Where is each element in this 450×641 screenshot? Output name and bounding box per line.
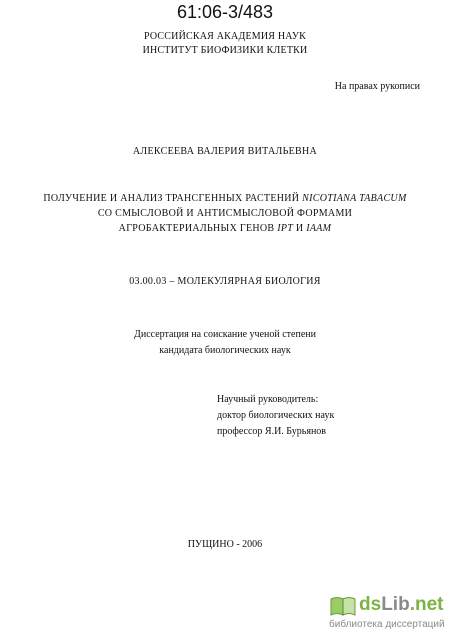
brand-lib: Lib	[381, 594, 410, 615]
title-text: И	[293, 223, 307, 234]
supervisor-name: профессор Я.И. Бурьянов	[217, 426, 327, 437]
degree-line-2: кандидата биологических наук	[159, 345, 291, 356]
book-icon	[329, 595, 357, 617]
brand-ds: ds	[359, 594, 382, 615]
supervisor-degree: доктор биологических наук	[217, 410, 335, 421]
watermark-subtitle: библиотека диссертаций	[329, 619, 445, 630]
thesis-title-line-2: СО СМЫСЛОВОЙ И АНТИСМЫСЛОВОЙ ФОРМАМИ	[97, 208, 353, 219]
watermark	[325, 593, 445, 637]
author-name: АЛЕКСЕЕВА ВАЛЕРИЯ ВИТАЛЬЕВНА	[132, 146, 318, 157]
institute-name: ИНСТИТУТ БИОФИЗИКИ КЛЕТКИ	[142, 45, 308, 56]
archive-stamp: 61:06-3/483	[176, 2, 274, 22]
title-text: АГРОБАКТЕРИАЛЬНЫХ ГЕНОВ	[118, 223, 278, 234]
gene-name-ipt: IPT	[277, 223, 294, 234]
gene-name-iaam: IAAM	[306, 223, 332, 234]
species-name: NICOTIANA TABACUM	[302, 193, 407, 204]
specialty-code: 03.00.03 – МОЛЕКУЛЯРНАЯ БИОЛОГИЯ	[129, 276, 321, 287]
degree-line-1: Диссертация на соискание ученой степени	[134, 329, 316, 340]
thesis-title-line-1	[0, 193, 450, 204]
academy-name: РОССИЙСКАЯ АКАДЕМИЯ НАУК	[144, 31, 306, 42]
watermark-brand	[359, 593, 443, 617]
rights-note: На правах рукописи	[334, 81, 420, 92]
thesis-title-line-3	[0, 223, 450, 234]
brand-net: .net	[409, 594, 444, 615]
supervisor-label: Научный руководитель:	[217, 394, 319, 405]
place-and-year: ПУЩИНО - 2006	[187, 539, 263, 550]
title-text: ПОЛУЧЕНИЕ И АНАЛИЗ ТРАНСГЕННЫХ РАСТЕНИЙ	[43, 193, 303, 204]
